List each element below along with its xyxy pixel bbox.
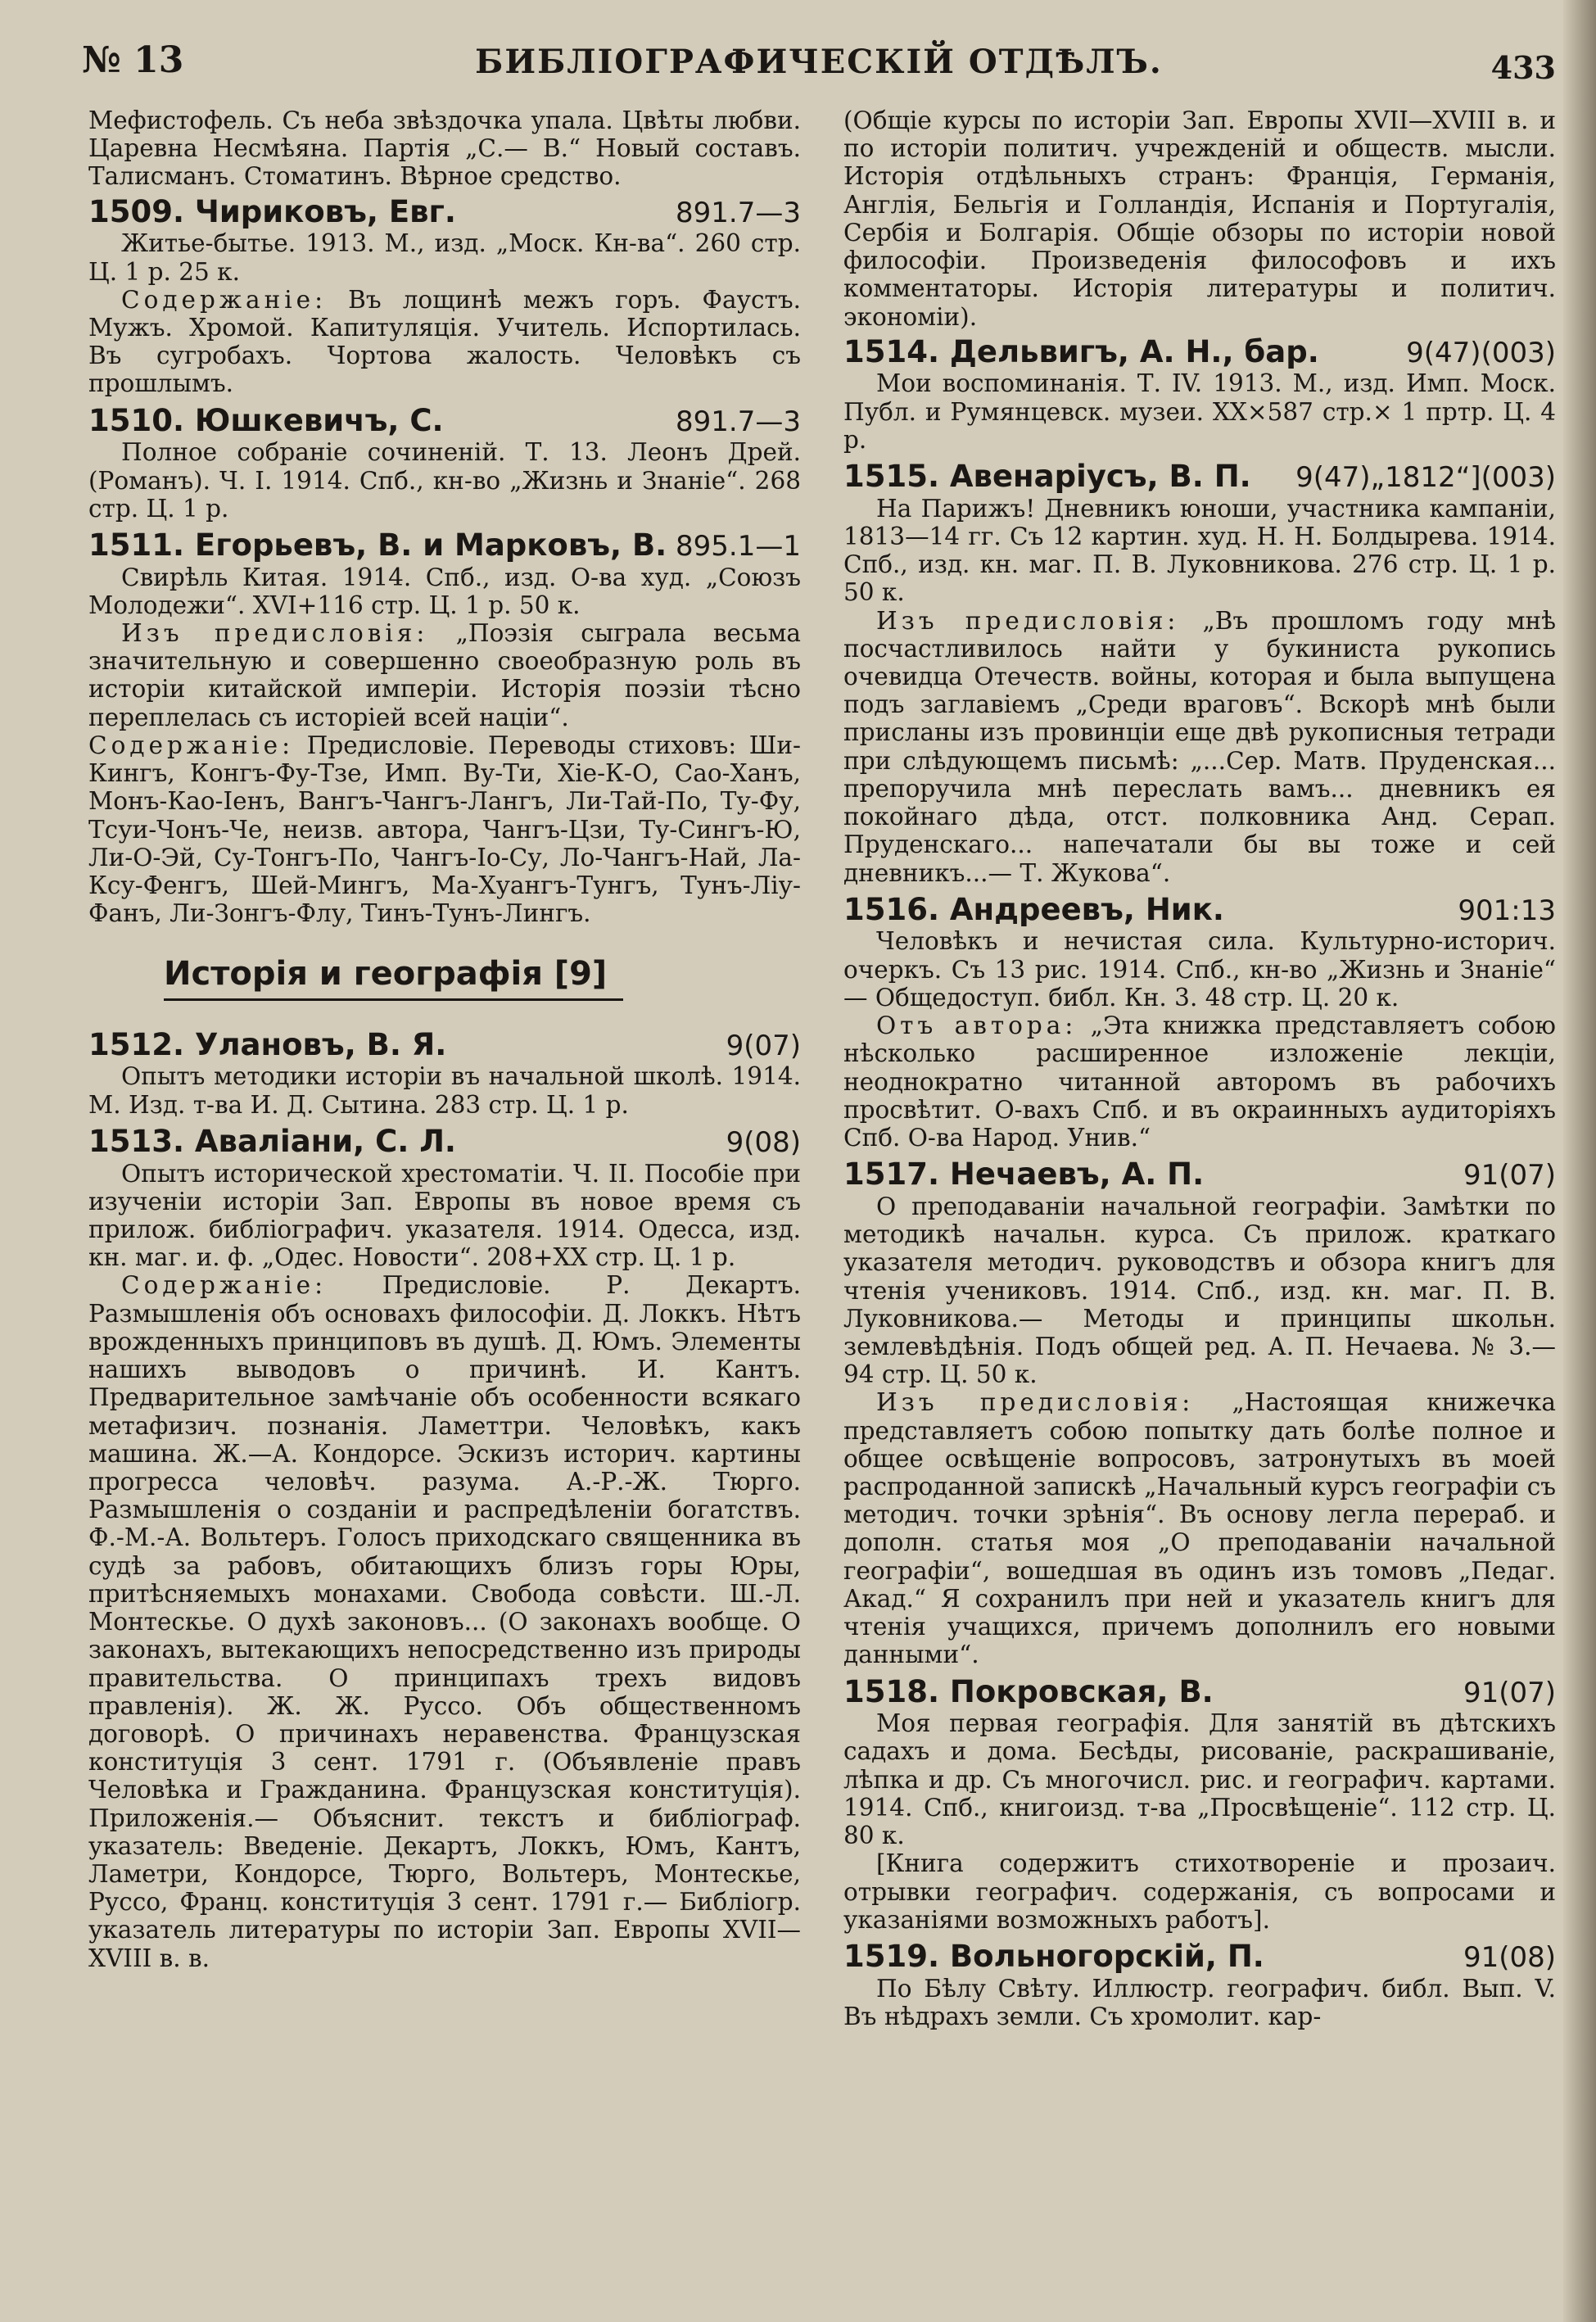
entry-title: 1514. Дельвигъ, А. Н., бар. [843, 333, 1319, 369]
note-text: „Въ прошломъ году мнѣ посчастливилось найти у букиниста рукопись очевидца Отечеств. войны, которая и была выпущена подъ заглавіемъ „Среди враговъ“. Вскорѣ мнѣ были присланы изъ провинціи еще двѣ рукописныя тетради при слѣдующемъ письмѣ: „...Сер. Матв. Пруденская... препоручила мнѣ переслать вамъ... дневникъ ея покойнаго дѣда, отст. полковника Анд. Серап. Пруденскаго... напечатали бы вы тоже и сей дневникъ...— Т. Жукова“. [843, 606, 1556, 887]
entry-title: 1515. Авенаріусъ, В. П. [843, 459, 1251, 495]
entry-1511 [88, 527, 801, 928]
entry-title: 1509. Чириковъ, Евг. [88, 193, 456, 229]
entry-desc: Свирѣль Китая. 1914. Спб., изд. О-ва худ. „Союзъ Молодежи“. XVI+116 стр. Ц. 1 р. 50 к. [88, 563, 801, 619]
entry-1517 [843, 1156, 1556, 1668]
entry-desc: По Бѣлу Свѣту. Иллюстр. географич. библ. Вып. V. Въ нѣдрахъ земли. Съ хромолит. кар- [843, 1974, 1556, 2030]
entry-class: 91(07) [1463, 1676, 1556, 1709]
note-text: Предисловіе. Переводы стиховъ: Ши-Кингъ, Конгъ-Фу-Тзе, Имп. Ву-Ти, Хіе-К-О, Сао-Ханъ, Монъ-Као-Іенъ, Вангъ-Чангъ-Лангъ, Ли-Тай-По, Ту-Фу, Тсуи-Чонъ-Че, неизв. автора, Чангъ-Цзи, Ту-Сингъ-Ю, Ли-О-Эй, Су-Тонгъ-По, Чангъ-Іо-Су, Ло-Чангъ-Най, Ла-Ксу-Фенгъ, Шей-Мингъ, Ма-Хуангъ-Тунгъ, Тунъ-Ліу-Фанъ, Ли-Зонгъ-Флу, Тинъ-Тунъ-Лингъ. [88, 731, 801, 928]
note-text: Въ лощинѣ межъ горъ. Фаустъ. Мужъ. Хромой. Капитуляція. Учитель. Испортилась. Въ сугробахъ. Чортова жалость. Человѣкъ съ прошлымъ. [88, 285, 801, 398]
entry-title: 1516. Андреевъ, Ник. [843, 891, 1224, 927]
section-heading: БИБЛІОГРАФИЧЕСКІЙ ОТДѢЛЪ. [475, 43, 1163, 81]
note-label: Содержаніе: [121, 1271, 328, 1300]
entry-1509 [88, 194, 801, 398]
entry-desc: Моя первая географія. Для занятій въ дѣтскихъ садахъ и дома. Бесѣды, рисованіе, раскрашиваніе, лѣпка и др. Съ многочисл. рис. и географич. картами. 1914. Спб., книгоизд. т-ва „Просвѣщеніе“. 112 стр. Ц. 80 к. [843, 1709, 1556, 1850]
note-text: „Эта книжка представляетъ собою нѣсколько расширенное изложеніе лекціи, неоднократно читанной авторомъ въ рабочихъ просвѣтит. О-вахъ Спб. и въ окраинныхъ аудиторіяхъ Спб. О-ва Народ. Унив.“ [843, 1012, 1556, 1152]
page-number: 433 [1490, 49, 1556, 86]
page-header [82, 33, 1556, 90]
entry-desc: Опытъ методики исторіи въ начальной школѣ. 1914. М. Изд. т-ва И. Д. Сытина. 283 стр. Ц. 1 р. [88, 1062, 801, 1119]
note-text: „Поэзія сыграла весьма значительную и совершенно своеобразную роль въ исторіи китайской имперіи. Исторія поэзіи тѣсно переплелась съ исторіей всей націи“. [88, 619, 802, 731]
entry-class: 91(07) [1463, 1159, 1556, 1193]
entry-class: 901:13 [1458, 894, 1556, 927]
note-text: „Настоящая книжечка представляетъ собою попытку дать болѣе полное и общее освѣщеніе вопросовъ, затронутыхъ въ моей распроданной запискѣ „Начальный курсъ географіи съ методич. точки зрѣнія“. Въ основу легла перераб. и дополн. статья моя „О преподаваніи начальной географіи“, вошедшая въ одинъ изъ томовъ „Педаг. Акад.“ Я сохранилъ при ней и указатель книгъ для чтенія учащихся, причемъ дополнилъ его новыми данными“. [843, 1388, 1556, 1669]
section-title: Исторія и географія [9] [88, 955, 801, 1000]
entry-1515 [843, 459, 1556, 887]
entry-class: 91(08) [1463, 1940, 1556, 1974]
entry-class: 9(47)„1812“](003) [1295, 461, 1556, 495]
entry-class: 9(07) [726, 1029, 801, 1062]
continued-text: (Общіе курсы по исторіи Зап. Европы XVII—XVIII в. и по исторіи политич. учрежденій и обществ. мысли. Исторія отдѣльныхъ странъ: Франція, Германія, Англія, Бельгія и Голландія, Испанія и Португалія, Сербія и Болгарія. Общіе обзоры по исторіи новой философіи. Произведенія философовъ и ихъ комментаторы. Исторія литературы и политич. экономіи). [843, 106, 1556, 331]
entry-title: 1510. Юшкевичъ, С. [88, 402, 444, 438]
entry-title: 1519. Вольногорскій, П. [843, 1938, 1264, 1974]
issue-number: № 13 [82, 39, 184, 81]
note-label: Изъ предисловія: [876, 1388, 1195, 1417]
left-column [88, 106, 801, 1977]
note-label: Изъ предисловія: [876, 606, 1180, 635]
note-text: Предисловіе. Р. Декартъ. Размышленія объ основахъ философіи. Д. Локкъ. Нѣтъ врожденныхъ принциповъ въ душѣ. Д. Юмъ. Элементы нашихъ выводовъ о причинѣ. И. Кантъ. Предварительное замѣчаніе объ особенности всякаго метафизич. познанія. Ламеттри. Человѣкъ, какъ машина. Ж.—А. Кондорсе. Эскизъ историч. картины прогресса человѣч. разума. А.-Р.-Ж. Тюрго. Размышленія о созданіи и распредѣленіи богатствъ. Ф.-М.-А. Вольтеръ. Голосъ приходскаго священника въ судѣ за рабовъ, обитающихъ близъ горы Юры, притѣсняемыхъ монахами. Свобода совѣсти. Ш.-Л. Монтескье. О духѣ законовъ... (О законахъ вообще. О законахъ, вытекающихъ непосредственно изъ природы правительства. О принципахъ трехъ видовъ правленія). Ж. Ж. Руссо. Объ общественномъ договорѣ. О причинахъ неравенства. Французская конституція 3 сент. 1791 г. (Объявленіе правъ Человѣка и Гражданина. Французская конституція). Приложенія.— Объяснит. текстъ и библіограф. указатель: Введеніе. Декартъ, Локкъ, Юмъ, Кантъ, Ламетри, Кондорсе, Тюрго, Вольтеръ, Монтескье, Руссо, Франц. конституція 3 сент. 1791 г.— Библіогр. указатель литературы по исторіи Зап. Европы XVII—XVIII в. в. [88, 1271, 801, 1972]
entry-title: 1517. Нечаевъ, А. П. [843, 1156, 1205, 1193]
note-text: [Книга содержитъ стихотвореніе и прозаич. отрывки географич. содержанія, съ вопросами и указаніями возможныхъ работъ]. [843, 1849, 1556, 1934]
page-edge [1563, 0, 1596, 2322]
entry-1512 [88, 1027, 801, 1119]
entry-desc: Полное собраніе сочиненій. Т. 13. Леонъ Дрей. (Романъ). Ч. I. 1914. Спб., кн-во „Жизнь и Знаніе“. 268 стр. Ц. 1 р. [88, 438, 801, 523]
entry-title: 1513. Аваліани, С. Л. [88, 1123, 456, 1159]
entry-class: 895.1—1 [676, 529, 801, 563]
entry-desc: На Парижъ! Дневникъ юноши, участника кампаніи, 1813—14 гг. Съ 12 картин. худ. Н. Н. Болдырева. 1914. Спб., изд. кн. маг. П. В. Луковникова. 276 стр. Ц. 1 р. 50 к. [843, 494, 1556, 607]
entry-1516 [843, 892, 1556, 1152]
entry-class: 9(08) [726, 1125, 801, 1159]
entry-1514 [843, 334, 1556, 454]
note-label: Содержаніе: [88, 731, 295, 759]
entry-class: 891.7—3 [676, 405, 801, 438]
entry-title: 1511. Егорьевъ, В. и Марковъ, В. [88, 527, 667, 563]
entry-1519 [843, 1939, 1556, 2030]
entry-title: 1518. Покровская, В. [843, 1673, 1214, 1709]
entry-desc: Человѣкъ и нечистая сила. Культурно-историч. очеркъ. Съ 13 рис. 1914. Спб., кн-во „Жизнь и Знаніе“ — Общедоступ. библ. Кн. 3. 48 стр. Ц. 20 к. [843, 927, 1556, 1012]
entry-1513 [88, 1124, 801, 1972]
entry-desc: Житье-бытье. 1913. М., изд. „Моск. Кн-ва“. 260 стр. Ц. 1 р. 25 к. [88, 229, 801, 286]
note-label: Содержаніе: [121, 285, 328, 314]
entry-class: 9(47)(003) [1406, 336, 1556, 369]
continued-text: Мефистофель. Съ неба звѣздочка упала. Цвѣты любви. Царевна Несмѣяна. Партія „С.— В.“ Новый составъ. Талисманъ. Стоматинъ. Вѣрное средство. [88, 106, 801, 191]
note-label: Отъ автора: [876, 1012, 1078, 1040]
entry-desc: О преподаваніи начальной географіи. Замѣтки по методикѣ начальн. курса. Съ прилож. краткаго указателя методич. руководствъ и обзора книгъ для чтенія учениковъ. 1914. Спб., изд. кн. маг. П. В. Луковникова.— Методы и принципы школьн. землевѣдѣнія. Подъ общей ред. А. П. Нечаева. № 3.—94 стр. Ц. 50 к. [843, 1192, 1556, 1389]
entry-class: 891.7—3 [676, 196, 801, 229]
entry-desc: Опытъ исторической хрестоматіи. Ч. II. Пособіе при изученіи исторіи Зап. Европы въ новое время съ прилож. библіографич. указателя. 1914. Одесса, изд. кн. маг. и. ф. „Одес. Новости“. 208+XX стр. Ц. 1 р. [88, 1159, 801, 1272]
right-column [843, 106, 1556, 2035]
entry-title: 1512. Улановъ, В. Я. [88, 1026, 447, 1062]
entry-1510 [88, 403, 801, 523]
entry-1518 [843, 1674, 1556, 1934]
entry-desc: Мои воспоминанія. Т. IV. 1913. М., изд. Имп. Моск. Публ. и Румянцевск. музеи. XX×587 стр.× 1 пртр. Ц. 4 р. [843, 369, 1556, 454]
note-label: Изъ предисловія: [121, 619, 429, 648]
